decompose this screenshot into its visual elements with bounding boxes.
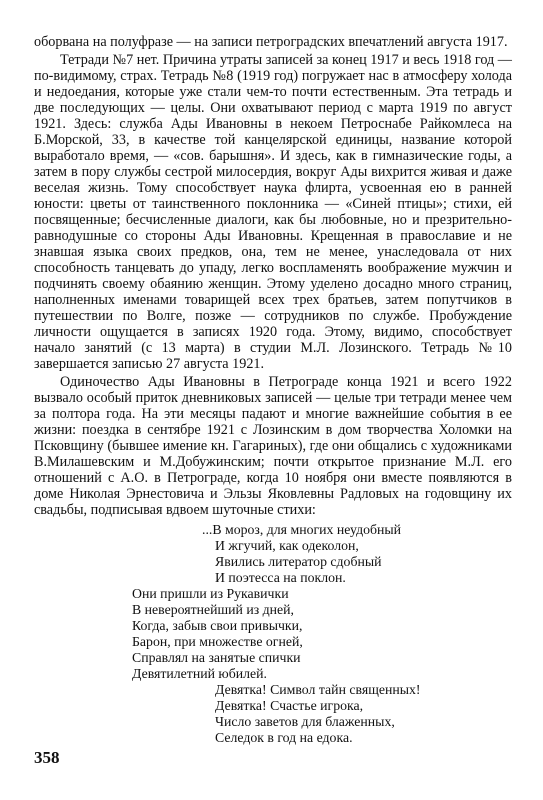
poem-line: Барон, при множестве огней, — [132, 634, 303, 649]
poem-line: Девятка! Счастье игрока, — [215, 698, 364, 713]
poem-line: Девятилетний юбилей. — [132, 666, 267, 681]
poem-line: И жгучий, как одеколон, — [215, 538, 359, 553]
poem-line: В невероятнейший из дней, — [132, 602, 294, 617]
paragraph: Одиночество Ады Ивановны в Петрограде конца 1921 и всего 1922 вызвало особый приток дневниковых записей — целые три тетради менее чем за полтора года. На эти месяцы падают и многие важнейшие события в ее жизни: поездка в сентябре 1921 с Лозинским в дом творчества Холомки на Псковщину (бывшее имение кн. Гагариных), где они общались с художниками В.Милашевским и М.Добужинским; почти открытое признание М.Л. его отношений с А.О. в Петрограде, когда 10 ноября они вместе появляются в доме Николая Эрнестовича и Эльзы Яковлевны Радловых на годовщину их свадьбы, подписывая вдвоем шуточные стихи: — [34, 374, 512, 518]
poem-line: Когда, забыв свои привычки, — [132, 618, 303, 633]
poem — [34, 522, 512, 746]
poem-line: ...В мороз, для многих неудобный — [202, 522, 402, 537]
page-number: 358 — [34, 748, 60, 767]
poem-line: Число заветов для блаженных, — [215, 714, 395, 729]
paragraph: Тетради №7 нет. Причина утраты записей за конец 1917 и весь 1918 год — по-видимому, страх. Тетрадь №8 (1919 год) погружает нас в атмосферу холода и недоедания, которые уже стали чем-то почти естественным. Эта тетрадь и две последующих — целы. Они охватывают период с марта 1919 по август 1921. Здесь: служба Ады Ивановны в некоем Петроснабе Райкомлеса на Б.Морской, 33, в качестве той канцелярской единицы, название которой выработало время, — «сов. барышня». И здесь, как в гимназические годы, а затем в пору службы сестрой милосердия, вокруг Ады вихрится живая и даже веселая жизнь. Тому способствует наука флирта, усвоенная ею в ранней юности: цветы от таинственного поклонника — «Синей птицы»; стихи, ей посвященные; бесчисленные диалоги, как бы любовные, но и презрительно-равнодушные со стороны Ады Ивановны. Крещенная в православие и не знавшая языка своих предков, она, тем не менее, унаследовала от них способность танцевать до упаду, легко воспламенять воображение мужчин и подчинять своему обаянию женщин. Этому уделено досадно много страниц, наполненных именами товарищей всех трех братьев, затем попутчиков в путешествии по Волге, позже — сотрудников по службе. Пробуждение личности ощущается в записях 1920 года. Этому, видимо, способствует начало занятий (с 13 марта) в студии М.Л. Лозинского. Тетрадь №10 завершается записью 27 августа 1921. — [34, 52, 512, 372]
poem-line: Девятка! Символ тайн священных! — [215, 682, 421, 697]
poem-line: Они пришли из Рукавички — [132, 586, 289, 601]
poem-line: Явились литератор сдобный — [215, 554, 382, 569]
poem-line: Селедок в год на едока. — [215, 730, 353, 745]
poem-line: Справлял на занятые спички — [132, 650, 301, 665]
poem-line: И поэтесса на поклон. — [215, 570, 346, 585]
body-text — [34, 34, 512, 746]
paragraph: оборвана на полуфразе — на записи петроградских впечатлений августа 1917. — [34, 34, 508, 50]
